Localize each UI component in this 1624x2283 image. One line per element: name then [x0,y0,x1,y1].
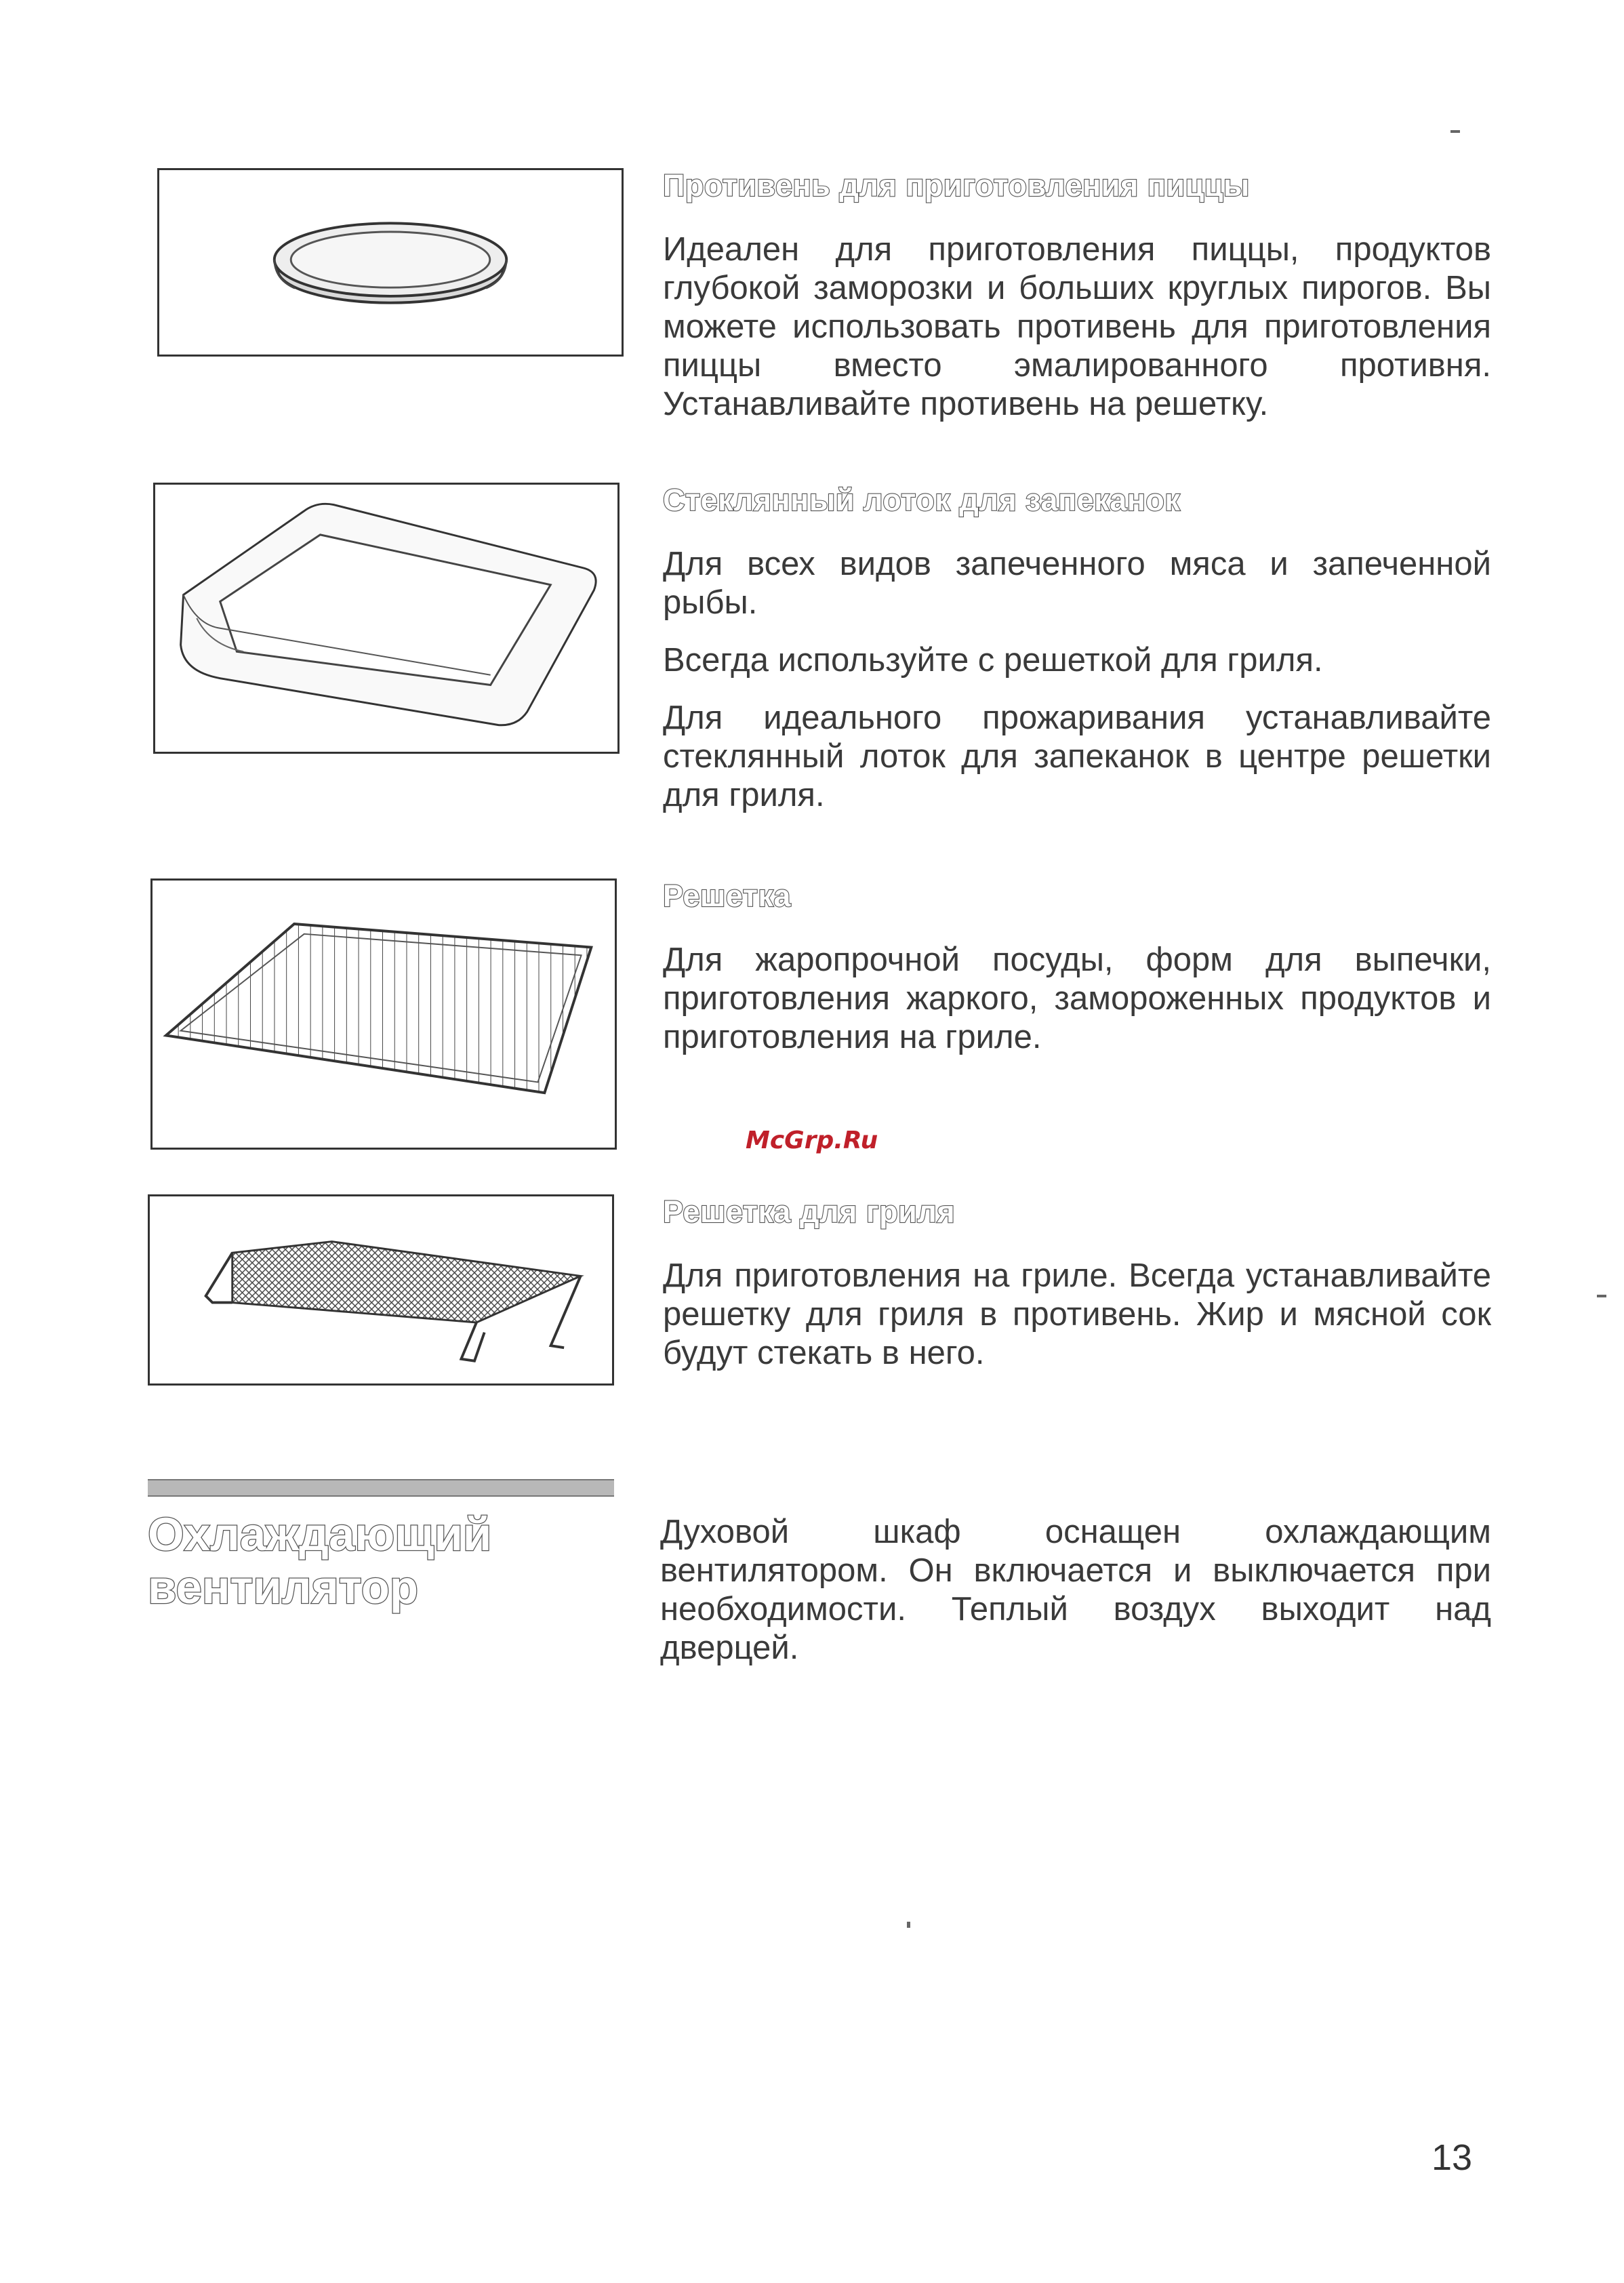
glass-tray-section [663,483,1491,834]
pizza-pan-description: Идеален для приготовления пиццы, продуктов глубокой заморозки и больших круглых пирогов. Вы можете использовать противень для приготовления пиццы вместо эмалированного противня. Устанавливайте противень на решетку. [663,231,1491,422]
section-title-line-1: Охлаждающий [148,1508,492,1560]
section-title-line-2: вентилятор [148,1561,419,1613]
scan-speck [1597,1295,1606,1297]
grill-rack-description: Для приготовления на гриле. Всегда устанавливайте решетку для гриля в противень. Жир и мясной сок будут стекать в него. [663,1257,1491,1371]
page-number: 13 [1432,2137,1473,2178]
wire-rack-frame [150,878,617,1150]
glass-tray-description-3: Для идеального прожаривания устанавливайте стеклянный лоток для запеканок в центре решетки для гриля. [663,700,1491,813]
wire-rack-heading: Решетка [663,878,791,913]
wire-rack-description: Для жаропрочной посуды, форм для выпечки, приготовления жаркого, замороженных продуктов и приготовления на гриле. [663,942,1491,1055]
wire-rack-icon [153,881,615,1148]
section-title [148,1508,622,1614]
glass-tray-icon [155,485,617,752]
grill-rack-icon [150,1196,612,1383]
glass-tray-heading: Стеклянный лоток для запеканок [663,483,1181,517]
grill-rack-frame [148,1194,614,1386]
pizza-pan-section [663,168,1491,443]
section-divider [148,1479,614,1497]
glass-tray-description-2: Всегда используйте с решеткой для гриля. [663,642,1323,679]
scan-speck [907,1922,910,1928]
grill-rack-heading: Решетка для гриля [663,1194,956,1229]
glass-tray-description-1: Для всех видов запеченного мяса и запеченной рыбы. [663,546,1491,621]
scan-speck [1450,130,1460,133]
pizza-pan-heading: Противень для приготовления пиццы [663,168,1250,203]
grill-rack-section [663,1194,1491,1392]
watermark: McGrp.Ru [746,1127,878,1154]
pizza-pan-icon [159,170,622,355]
wire-rack-section [663,878,1491,1076]
glass-tray-frame [153,483,620,754]
pizza-pan-frame [157,168,624,357]
section-text: Духовой шкаф оснащен охлаждающим вентилятором. Он включается и выключается при необходимости. Теплый воздух выходит над дверцей. [660,1514,1491,1666]
